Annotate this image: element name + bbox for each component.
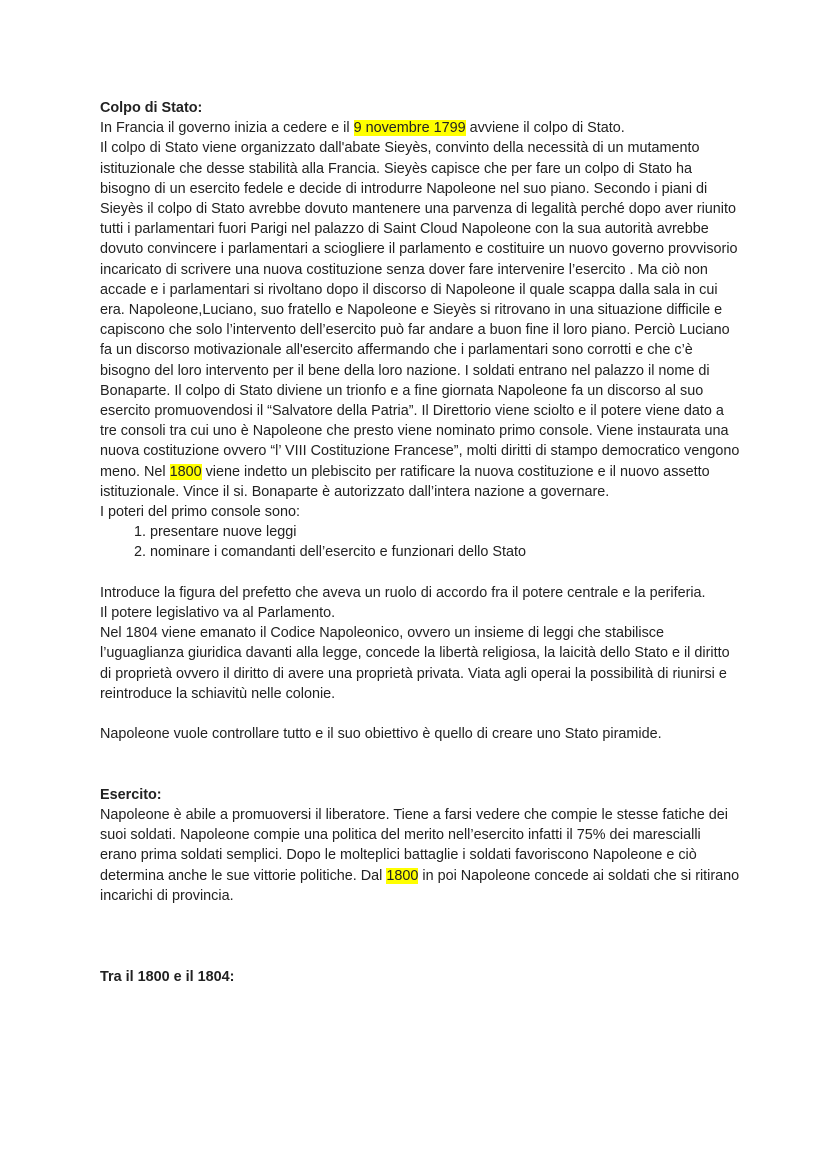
- highlighted-date: 9 novembre 1799: [353, 120, 466, 137]
- paragraph-esercito: [100, 805, 740, 906]
- blank-line: [100, 704, 740, 724]
- text-segment: in poi Napoleone concede ai soldati che si ritirano incarichi di provincia.: [100, 867, 740, 904]
- heading-esercito: Esercito:: [100, 786, 162, 803]
- text-segment: In Francia il governo inizia a cedere e il: [100, 120, 354, 137]
- text-segment: Il colpo di Stato viene organizzato dall'abate Sieyès, convinto della necessità di un mutamento istituzionale che desse stabilità alla Francia. Sieyès capisce che per fare un colpo di Stato ha bisogno di un esercito fedele e decide di introdurre Napoleone nel suo piano. Secondo i piani di Sieyès il colpo di Stato avrebbe dovuto mantenere una parvenza di legalità perché dopo aver riunito tutti i parlamentari fuori Parigi nel palazzo di Saint Cloud Napoleone con la sua autorità avrebbe dovuto convincere i parlamentari a sciogliere il parlamento e costituire un nuovo governo provvisorio incaricato di scrivere una nuova costituzione senza dover fare intervenire l’esercito . Ma ciò non accade e i parlamentari si rivoltano dopo il discorso di Napoleone il quale scappa dalla sala in cui era. Napoleone,Luciano, suo fratello e Napoleone e Sieyès si ritrovano in una situazione difficile e capiscono che solo l’intervento dell’esercito può far andare a buon fine il loro piano. Perciò Luciano fa un discorso motivazionale all'esercito affermando che i parlamentari sono corrotti e che c’è bisogno del loro intervento per il bene della loro nazione. I soldati entrano nel palazzo il nome di Bonaparte. Il colpo di Stato diviene un trionfo e a fine giornata Napoleone fa un discorso al suo esercito promuovendosi il “Salvatore della Patria”. Il Direttorio viene sciolto e il potere viene dato a tre consoli tra cui uno è Napoleone che presto viene nominato primo console. Viene instaurata una nuova costituzione ovvero “l’ VIII Costituzione Francese”, molti diritti di stampo democratico vengono meno. Nel: [100, 140, 740, 480]
- paragraph-stato-piramide: Napoleone vuole controllare tutto e il suo obiettivo è quello di creare uno Stato piramide.: [100, 726, 662, 743]
- blank-line: [100, 563, 740, 583]
- powers-list: [100, 522, 740, 562]
- heading-tra-1800-1804: Tra il 1800 e il 1804:: [100, 968, 235, 985]
- text-segment: viene indetto un plebiscito per ratificare la nuova costituzione e il nuovo assetto istituzionale. Vince il si. Bonaparte è autorizzato dall’intera nazione a governare.: [100, 463, 710, 500]
- paragraph-potere-legislativo: Il potere legislativo va al Parlamento.: [100, 605, 336, 622]
- text-segment: avviene il colpo di Stato.: [465, 120, 625, 137]
- heading-colpo-di-stato: Colpo di Stato:: [100, 100, 203, 116]
- highlighted-year: 1800: [386, 867, 419, 884]
- blank-line: [100, 906, 740, 967]
- list-item: 1. presentare nuove leggi: [150, 522, 740, 542]
- blank-line: [100, 744, 740, 784]
- list-item: 2. nominare i comandanti dell’esercito e funzionari dello Stato: [150, 542, 740, 562]
- text-segment: Napoleone è abile a promuoversi il liberatore. Tiene a farsi vedere che compie le stesse fatiche dei suoi soldati. Napoleone compie una politica del merito nell’esercito infatti il 75% dei marescialli erano prima soldati semplici. Dopo le molteplici battaglie i soldati favoriscono Napoleone e ciò determina anche le sue vittorie politiche. Dal: [100, 807, 728, 884]
- document-page: [100, 98, 740, 987]
- powers-intro: I poteri del primo console sono:: [100, 504, 300, 521]
- highlighted-year: 1800: [169, 463, 202, 480]
- paragraph-intro: [100, 118, 740, 138]
- paragraph-codice-napoleonico: Nel 1804 viene emanato il Codice Napoleonico, ovvero un insieme di leggi che stabilisce l’uguaglianza giuridica davanti alla legge, concede la libertà religiosa, la laicità dello Stato e il diritto di proprietà ovvero il diritto di avere una proprietà privata. Viata agli operai la possibilità di riunirsi e reintroduce la schiavitù nelle colonie.: [100, 625, 730, 702]
- paragraph-prefetto: Introduce la figura del prefetto che aveva un ruolo di accordo fra il potere centrale e la periferia.: [100, 584, 706, 601]
- paragraph-colpo-details: [100, 138, 740, 502]
